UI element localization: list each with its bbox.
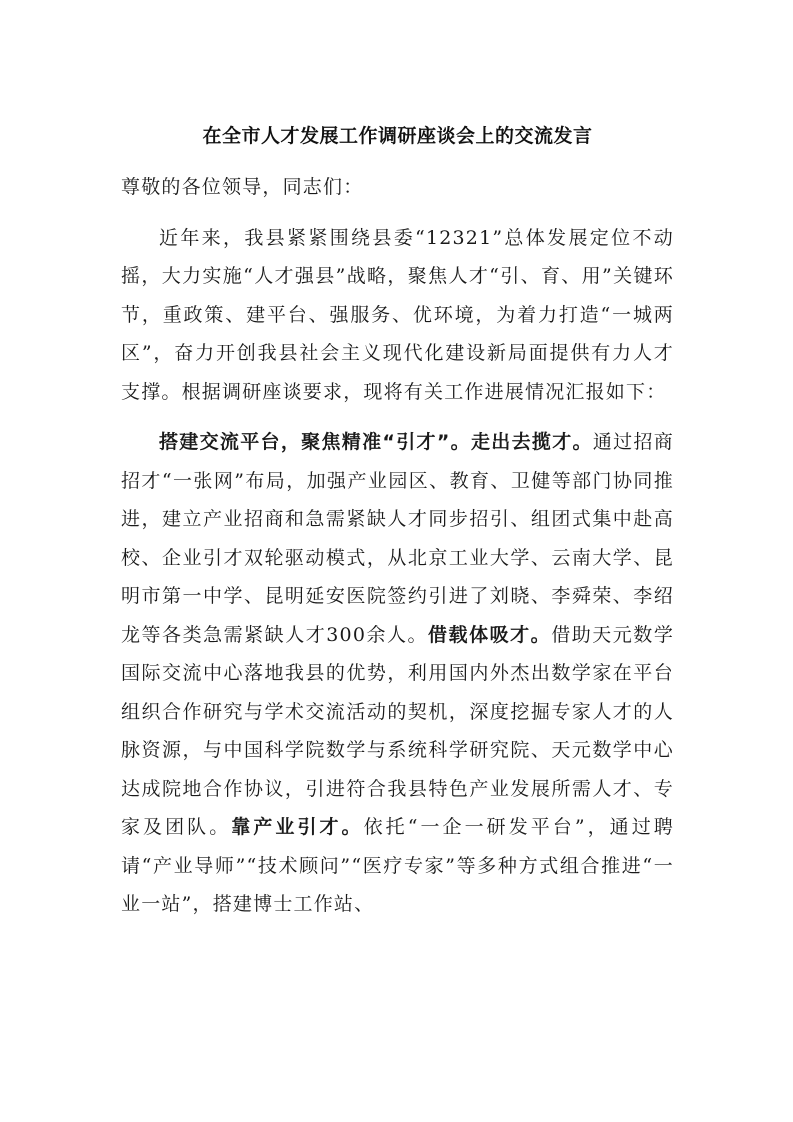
section-1-sub2-text: 借助天元数学国际交流中心落地我县的优势，利用国内外杰出数学家在平台组织合作研究与学术交流活动的契机，深度挖掘专家人才的人脉资源，与中国科学院数学与系统科学研究院、天元数学中心达成院地合作协议，引进符合我县特色产业发展所需人才、专家及团队。	[121, 623, 675, 838]
section-1-sub3-heading: 靠产业引才。	[231, 816, 364, 838]
document-title: 在全市人才发展工作调研座谈会上的交流发言	[202, 125, 593, 147]
salutation: 尊敬的各位领导，同志们：	[121, 176, 364, 198]
section-1-sub1-heading: 走出去揽才。	[470, 431, 593, 453]
section-1-heading: 搭建交流平台，聚焦精准“引才”。	[159, 431, 471, 453]
document-body	[121, 118, 674, 924]
section-1-sub2-heading: 借载体吸才。	[428, 623, 552, 646]
section-1-paragraph	[121, 423, 674, 924]
section-1-sub3-text: 依托“一企一研发平台”，通过聘请“产业导师”“技术顾问”“医疗专家”等多种方式组合推进“一业一站”，搭建博士工作站、	[121, 816, 674, 915]
section-1-sub1-text: 通过招商招才“一张网”布局，加强产业园区、教育、卫健等部门协同推进，建立产业招商和急需紧缺人才同步招引、组团式集中赴高校、企业引才双轮驱动模式，从北京工业大学、云南大学、昆明市第一中学、昆明延安医院签约引进了刘晓、李舜荣、李绍龙等各类急需紧缺人才300余人。	[121, 431, 674, 646]
intro-paragraph: 近年来，我县紧紧围绕县委“12321”总体发展定位不动摇，大力实施“人才强县”战略，聚焦人才“引、育、用”关键环节，重政策、建平台、强服务、优环境，为着力打造“一城两区”，奋力开创我县社会主义现代化建设新局面提供有力人才支撑。根据调研座谈要求，现将有关工作进展情况汇报如下：	[121, 226, 674, 403]
